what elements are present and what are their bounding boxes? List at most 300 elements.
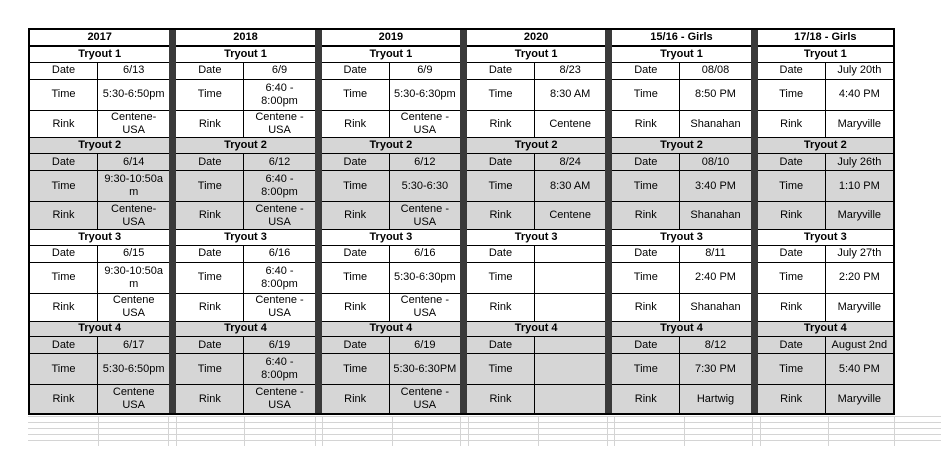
rink-label[interactable]: Rink xyxy=(322,111,390,138)
rink-label[interactable]: Rink xyxy=(467,111,535,138)
time-value[interactable]: 2:40 PM xyxy=(695,271,736,284)
date-row xyxy=(758,246,893,263)
year-header[interactable]: 2018 xyxy=(233,30,258,43)
date-value[interactable]: 6/19 xyxy=(244,337,314,353)
date-value[interactable]: 6/9 xyxy=(271,64,288,77)
grid-line xyxy=(614,416,615,446)
tryout-label[interactable]: Tryout 2 xyxy=(322,138,460,153)
tryout-label[interactable]: Tryout 2 xyxy=(758,138,893,153)
tryout-header-row xyxy=(176,322,314,338)
date-row xyxy=(467,63,605,80)
date-row xyxy=(176,154,314,171)
date-row xyxy=(612,63,750,80)
grid-line xyxy=(760,416,761,446)
tryout-header-row xyxy=(467,47,605,63)
year-header[interactable]: 17/18 - Girls xyxy=(794,30,857,43)
rink-row xyxy=(612,385,750,413)
rink-value[interactable]: Centene- USA xyxy=(111,111,157,137)
tryout-header-row xyxy=(176,47,314,63)
tryout-header-row xyxy=(758,138,893,154)
date-row xyxy=(176,337,314,354)
rink-row xyxy=(176,111,314,139)
rink-row xyxy=(467,294,605,322)
rink-label[interactable]: Rink xyxy=(322,385,390,413)
date-row xyxy=(322,337,460,354)
date-value[interactable]: July 26th xyxy=(826,154,893,170)
date-value[interactable] xyxy=(535,337,605,353)
tryout-label[interactable]: Tryout 3 xyxy=(514,230,558,243)
time-value[interactable]: 4:40 PM xyxy=(838,88,880,101)
time-label[interactable]: Time xyxy=(176,171,244,201)
time-row xyxy=(758,80,893,111)
time-row xyxy=(176,80,314,111)
date-label[interactable]: Date xyxy=(758,63,826,79)
date-value[interactable]: 6/17 xyxy=(98,337,169,353)
date-label[interactable]: Date xyxy=(30,246,98,262)
rink-value[interactable]: Centene - USA xyxy=(400,294,449,320)
rink-value[interactable]: Maryville xyxy=(826,202,893,229)
rink-label[interactable]: Rink xyxy=(758,111,826,138)
time-row xyxy=(30,171,169,202)
time-label[interactable]: Time xyxy=(612,263,680,293)
time-label[interactable]: Time xyxy=(758,354,826,384)
rink-label[interactable]: Rink xyxy=(612,294,680,321)
rink-row xyxy=(467,385,605,413)
date-row xyxy=(322,63,460,80)
rink-label[interactable]: Rink xyxy=(467,294,535,321)
tryout-label[interactable]: Tryout 4 xyxy=(30,322,169,337)
rink-row xyxy=(612,202,750,230)
grid-line xyxy=(168,416,169,446)
rink-label[interactable]: Rink xyxy=(176,294,244,321)
grid-line xyxy=(28,416,941,417)
rink-label[interactable]: Rink xyxy=(30,294,98,321)
tryout-label[interactable]: Tryout 4 xyxy=(467,322,605,337)
date-row xyxy=(612,337,750,354)
time-label[interactable]: Time xyxy=(467,263,535,293)
rink-row xyxy=(322,111,460,139)
tryout-label[interactable]: Tryout 1 xyxy=(514,47,558,60)
tryout-header-row xyxy=(612,138,750,154)
rink-row xyxy=(322,294,460,322)
time-value[interactable]: 9:30-10:50a m xyxy=(98,171,169,201)
rink-row xyxy=(322,202,460,230)
time-row xyxy=(322,263,460,294)
year-header[interactable]: 2020 xyxy=(523,30,549,43)
rink-label[interactable]: Rink xyxy=(176,111,244,138)
rink-value[interactable]: Centene - USA xyxy=(255,111,304,137)
date-value[interactable]: 6/16 xyxy=(414,247,436,260)
date-label[interactable]: Date xyxy=(612,63,680,79)
rink-row xyxy=(467,111,605,139)
rink-value[interactable] xyxy=(535,294,605,321)
year-column xyxy=(322,30,460,413)
tryout-label[interactable]: Tryout 3 xyxy=(369,230,413,243)
rink-row xyxy=(30,202,169,230)
rink-value[interactable]: Centene- USA xyxy=(98,202,169,229)
rink-label[interactable]: Rink xyxy=(612,202,680,229)
tryout-label[interactable]: Tryout 3 xyxy=(78,230,122,243)
tryout-header-row xyxy=(176,138,314,154)
grid-line xyxy=(752,416,753,446)
date-label[interactable]: Date xyxy=(30,154,98,170)
grid-line xyxy=(322,416,323,446)
date-row xyxy=(467,154,605,171)
tryout-header-row xyxy=(467,138,605,154)
rink-row xyxy=(758,294,893,322)
date-row xyxy=(322,246,460,263)
date-label[interactable]: Date xyxy=(176,154,244,170)
column-separator xyxy=(460,30,467,413)
tryout-header-row xyxy=(758,322,893,338)
rink-label[interactable]: Rink xyxy=(30,385,98,413)
tryout-header-row xyxy=(612,322,750,338)
time-value[interactable]: 5:30-6:30pm xyxy=(393,271,456,284)
rink-value[interactable]: Centene USA xyxy=(98,385,169,413)
year-column xyxy=(467,30,605,413)
rink-value[interactable]: Shanahan xyxy=(690,117,741,130)
tryout-header-row xyxy=(30,322,169,338)
rink-value[interactable]: Centene - USA xyxy=(244,202,314,229)
time-label[interactable]: Time xyxy=(322,171,390,201)
date-value[interactable]: 6/14 xyxy=(98,154,169,170)
date-value[interactable]: July 27th xyxy=(837,247,882,260)
rink-row xyxy=(30,111,169,139)
date-label[interactable]: Date xyxy=(467,246,535,262)
empty-grid-area xyxy=(28,416,941,446)
date-label[interactable]: Date xyxy=(30,337,98,353)
date-value[interactable]: July 20th xyxy=(837,64,882,77)
time-row xyxy=(322,80,460,111)
rink-row xyxy=(176,385,314,413)
time-label[interactable]: Time xyxy=(322,80,390,110)
time-row xyxy=(176,263,314,294)
date-row xyxy=(30,154,169,171)
date-label[interactable]: Date xyxy=(322,246,390,262)
date-value[interactable]: 6/15 xyxy=(122,247,145,260)
date-row xyxy=(30,246,169,263)
rink-value[interactable]: Centene - USA xyxy=(390,202,460,229)
time-value[interactable]: 9:30-10:50a m xyxy=(104,264,164,290)
rink-label[interactable]: Rink xyxy=(176,202,244,229)
year-header-row xyxy=(467,30,605,47)
tryout-label[interactable]: Tryout 1 xyxy=(78,47,122,60)
date-label[interactable]: Date xyxy=(176,246,244,262)
tryout-header-row xyxy=(758,230,893,246)
date-value[interactable]: 6/16 xyxy=(268,247,291,260)
rink-label[interactable]: Rink xyxy=(30,202,98,229)
date-label[interactable]: Date xyxy=(322,337,390,353)
time-label[interactable]: Time xyxy=(758,263,826,293)
tryout-label[interactable]: Tryout 3 xyxy=(660,230,703,243)
time-value[interactable]: 3:40 PM xyxy=(680,171,750,201)
tryout-header-row xyxy=(467,322,605,338)
date-label[interactable]: Date xyxy=(467,154,535,170)
grid-line xyxy=(315,416,316,446)
time-label[interactable]: Time xyxy=(176,80,244,110)
year-column xyxy=(758,30,893,413)
tryout-label[interactable]: Tryout 3 xyxy=(224,230,267,243)
time-label[interactable]: Time xyxy=(176,263,244,293)
rink-value[interactable]: Shanahan xyxy=(680,202,750,229)
grid-line xyxy=(392,416,393,446)
date-label[interactable]: Date xyxy=(758,246,826,262)
date-row xyxy=(176,63,314,80)
time-value[interactable]: 8:30 AM xyxy=(535,171,605,201)
time-row xyxy=(612,263,750,294)
date-label[interactable]: Date xyxy=(322,63,390,79)
time-row xyxy=(30,80,169,111)
date-value[interactable]: 08/10 xyxy=(680,154,750,170)
grid-line xyxy=(244,416,245,446)
time-label[interactable]: Time xyxy=(758,80,826,110)
grid-line xyxy=(828,416,829,446)
rink-row xyxy=(322,385,460,413)
rink-label[interactable]: Rink xyxy=(467,202,535,229)
time-label[interactable]: Time xyxy=(467,80,535,110)
time-value[interactable]: 5:40 PM xyxy=(826,354,893,384)
year-column xyxy=(176,30,314,413)
time-value[interactable]: 8:30 AM xyxy=(549,88,591,101)
time-value[interactable]: 5:30-6:30PM xyxy=(390,354,460,384)
date-value[interactable]: 8/12 xyxy=(680,337,750,353)
time-row xyxy=(322,354,460,385)
rink-value[interactable]: Maryville xyxy=(837,300,882,313)
year-header-row xyxy=(176,30,314,47)
grid-line xyxy=(684,416,685,446)
tryout-label[interactable]: Tryout 4 xyxy=(612,322,750,337)
rink-value[interactable]: Maryville xyxy=(837,117,882,130)
time-label[interactable]: Time xyxy=(322,354,390,384)
rink-value[interactable]: Centene - USA xyxy=(244,385,314,413)
column-separator xyxy=(751,30,758,413)
time-label[interactable]: Time xyxy=(612,80,680,110)
date-value[interactable]: 6/12 xyxy=(244,154,314,170)
rink-value[interactable] xyxy=(535,385,605,413)
year-column xyxy=(30,30,169,413)
time-value[interactable]: 7:30 PM xyxy=(680,354,750,384)
time-value[interactable]: 6:40 - 8:00pm xyxy=(244,171,314,201)
date-row xyxy=(467,246,605,263)
rink-label[interactable]: Rink xyxy=(758,294,826,321)
rink-label[interactable]: Rink xyxy=(758,385,826,413)
rink-row xyxy=(176,294,314,322)
grid-line xyxy=(538,416,539,446)
tryout-header-row xyxy=(30,230,169,246)
time-label[interactable]: Time xyxy=(612,171,680,201)
time-row xyxy=(30,354,169,385)
tryout-label[interactable]: Tryout 4 xyxy=(758,322,893,337)
tryout-header-row xyxy=(30,47,169,63)
time-value[interactable]: 5:30-6:50pm xyxy=(98,354,169,384)
time-value[interactable]: 8:50 PM xyxy=(695,88,736,101)
date-row xyxy=(758,63,893,80)
date-row xyxy=(176,246,314,263)
time-value[interactable]: 1:10 PM xyxy=(826,171,893,201)
year-header[interactable]: 2019 xyxy=(378,30,404,43)
grid-line xyxy=(460,416,461,446)
rink-label[interactable]: Rink xyxy=(758,202,826,229)
time-row xyxy=(176,354,314,385)
grid-line xyxy=(28,434,941,435)
column-separator xyxy=(605,30,612,413)
rink-row xyxy=(758,385,893,413)
time-label[interactable]: Time xyxy=(30,171,98,201)
time-label[interactable]: Time xyxy=(322,263,390,293)
tryout-label[interactable]: Tryout 1 xyxy=(369,47,413,60)
column-separator xyxy=(315,30,322,413)
tryout-header-row xyxy=(758,47,893,63)
time-value[interactable]: 5:30-6:30 xyxy=(390,171,460,201)
rink-label[interactable]: Rink xyxy=(612,111,680,138)
date-value[interactable]: 6/9 xyxy=(417,64,433,77)
tryout-header-row xyxy=(467,230,605,246)
date-value[interactable]: 8/23 xyxy=(559,64,581,77)
date-value[interactable]: 6/13 xyxy=(122,64,145,77)
time-value[interactable]: 5:30-6:50pm xyxy=(102,88,165,101)
time-value[interactable]: 6:40 - 8:00pm xyxy=(261,264,298,290)
grid-line xyxy=(28,440,941,441)
rink-row xyxy=(758,111,893,139)
date-label[interactable]: Date xyxy=(612,337,680,353)
grid-line xyxy=(28,428,941,429)
time-label[interactable]: Time xyxy=(467,354,535,384)
rink-value[interactable]: Centene xyxy=(549,117,591,130)
tryout-header-row xyxy=(176,230,314,246)
rink-row xyxy=(30,385,169,413)
tryout-label[interactable]: Tryout 2 xyxy=(612,138,750,153)
date-value[interactable]: 6/12 xyxy=(390,154,460,170)
year-header-row xyxy=(758,30,893,47)
rink-label[interactable]: Rink xyxy=(30,111,98,138)
tryout-label[interactable]: Tryout 1 xyxy=(803,47,847,60)
rink-label[interactable]: Rink xyxy=(467,385,535,413)
date-value[interactable]: 6/19 xyxy=(390,337,460,353)
rink-value[interactable]: Shanahan xyxy=(690,300,741,313)
rink-label[interactable]: Rink xyxy=(612,385,680,413)
year-header-row xyxy=(30,30,169,47)
rink-label[interactable]: Rink xyxy=(322,294,390,321)
time-value[interactable]: 5:30-6:30pm xyxy=(393,88,456,101)
rink-value[interactable]: Centene USA xyxy=(112,294,155,320)
rink-value[interactable]: Centene - USA xyxy=(390,385,460,413)
grid-line xyxy=(894,416,895,446)
date-label[interactable]: Date xyxy=(322,154,390,170)
rink-value[interactable]: Centene - USA xyxy=(400,111,449,137)
date-label[interactable]: Date xyxy=(176,63,244,79)
tryout-header-row xyxy=(322,138,460,154)
tryout-label[interactable]: Tryout 2 xyxy=(30,138,169,153)
time-label[interactable]: Time xyxy=(30,263,98,293)
tryout-header-row xyxy=(612,47,750,63)
time-row xyxy=(758,171,893,202)
tryout-label[interactable]: Tryout 2 xyxy=(176,138,314,153)
column-separator xyxy=(169,30,176,413)
rink-value[interactable]: Hartwig xyxy=(680,385,750,413)
rink-value[interactable]: Maryville xyxy=(826,385,893,413)
date-row xyxy=(30,337,169,354)
rink-row xyxy=(612,111,750,139)
time-value[interactable] xyxy=(535,354,605,384)
rink-value[interactable]: Centene - USA xyxy=(255,294,304,320)
time-value[interactable]: 6:40 - 8:00pm xyxy=(261,81,298,107)
tryout-label[interactable]: Tryout 2 xyxy=(467,138,605,153)
grid-line xyxy=(468,416,469,446)
date-value[interactable]: 8/11 xyxy=(705,247,726,260)
time-label[interactable]: Time xyxy=(758,171,826,201)
date-row xyxy=(322,154,460,171)
tryout-label[interactable]: Tryout 4 xyxy=(322,322,460,337)
year-header[interactable]: 15/16 - Girls xyxy=(650,30,713,43)
rink-label[interactable]: Rink xyxy=(322,202,390,229)
rink-row xyxy=(467,202,605,230)
date-value[interactable]: August 2nd xyxy=(826,337,893,353)
date-label[interactable]: Date xyxy=(467,337,535,353)
year-header[interactable]: 2017 xyxy=(87,30,112,43)
date-row xyxy=(758,337,893,354)
time-label[interactable]: Time xyxy=(30,80,98,110)
date-row xyxy=(758,154,893,171)
tryout-header-row xyxy=(612,230,750,246)
date-label[interactable]: Date xyxy=(612,246,680,262)
date-row xyxy=(30,63,169,80)
time-label[interactable]: Time xyxy=(467,171,535,201)
time-row xyxy=(30,263,169,294)
date-row xyxy=(612,246,750,263)
time-value[interactable] xyxy=(535,263,605,293)
date-label[interactable]: Date xyxy=(30,63,98,79)
tryout-label[interactable]: Tryout 1 xyxy=(224,47,267,60)
tryout-schedule-table xyxy=(28,28,895,415)
date-row xyxy=(612,154,750,171)
date-value[interactable] xyxy=(535,246,605,262)
time-row xyxy=(322,171,460,202)
time-label[interactable]: Time xyxy=(30,354,98,384)
tryout-label[interactable]: Tryout 4 xyxy=(176,322,314,337)
rink-row xyxy=(176,202,314,230)
tryout-header-row xyxy=(322,322,460,338)
tryout-label[interactable]: Tryout 3 xyxy=(803,230,847,243)
tryout-header-row xyxy=(30,138,169,154)
date-label[interactable]: Date xyxy=(758,337,826,353)
time-row xyxy=(467,263,605,294)
date-label[interactable]: Date xyxy=(758,154,826,170)
time-row xyxy=(612,171,750,202)
time-row xyxy=(612,80,750,111)
year-header-row xyxy=(322,30,460,47)
date-value[interactable]: 08/08 xyxy=(701,64,730,77)
time-row xyxy=(467,80,605,111)
time-label[interactable]: Time xyxy=(176,354,244,384)
tryout-header-row xyxy=(322,47,460,63)
tryout-header-row xyxy=(322,230,460,246)
grid-line xyxy=(98,416,99,446)
date-label[interactable]: Date xyxy=(176,337,244,353)
time-row xyxy=(758,354,893,385)
time-value[interactable]: 2:20 PM xyxy=(838,271,880,284)
rink-label[interactable]: Rink xyxy=(176,385,244,413)
date-row xyxy=(467,337,605,354)
time-row xyxy=(612,354,750,385)
time-value[interactable]: 6:40 - 8:00pm xyxy=(244,354,314,384)
time-row xyxy=(176,171,314,202)
time-label[interactable]: Time xyxy=(612,354,680,384)
date-label[interactable]: Date xyxy=(467,63,535,79)
rink-value[interactable]: Centene xyxy=(535,202,605,229)
tryout-label[interactable]: Tryout 1 xyxy=(660,47,703,60)
date-label[interactable]: Date xyxy=(612,154,680,170)
date-value[interactable]: 8/24 xyxy=(535,154,605,170)
